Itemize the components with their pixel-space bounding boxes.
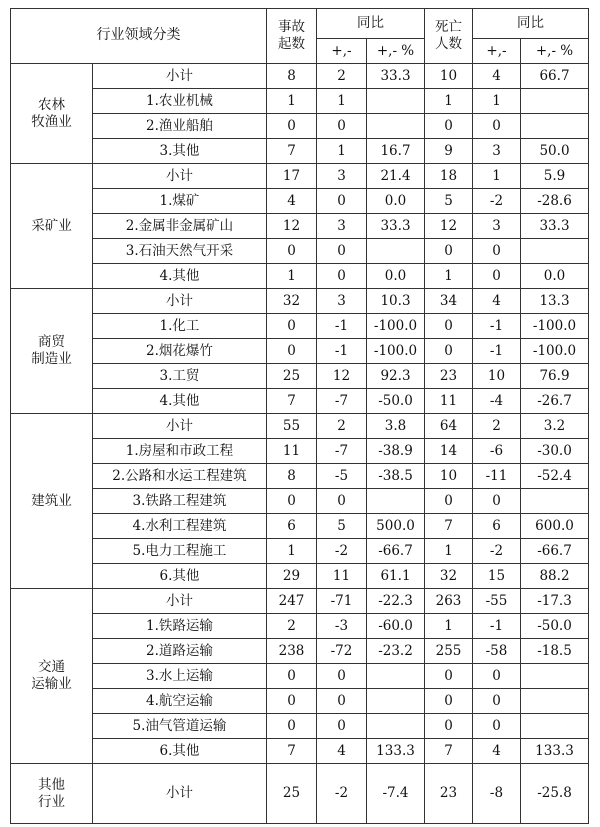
death-delta-cell: -6 (473, 439, 521, 464)
subcategory-label: 2.公路和水运工程建筑 (93, 464, 267, 489)
sector-label (11, 64, 93, 164)
accident-count-cell: 6 (267, 514, 317, 539)
death-count-cell: 1 (425, 539, 473, 564)
accident-delta-cell: 3 (317, 214, 367, 239)
accident-delta-pct-cell (367, 689, 425, 714)
accident-delta-pct-cell: 10.3 (367, 289, 425, 314)
accident-delta-pct-cell (367, 489, 425, 514)
sector-label-line: 商贸 (38, 334, 65, 351)
death-delta-cell: -2 (473, 189, 521, 214)
death-delta-cell: 0 (473, 489, 521, 514)
accident-delta-cell: 12 (317, 364, 367, 389)
accident-count-cell: 238 (267, 639, 317, 664)
death-count-cell: 1 (425, 614, 473, 639)
death-delta-pct-cell: -52.4 (521, 464, 589, 489)
accident-delta-pct-cell: -50.0 (367, 389, 425, 414)
header-accident-count (267, 9, 317, 64)
accident-delta-cell: -72 (317, 639, 367, 664)
accident-count-cell: 1 (267, 539, 317, 564)
table-row (11, 689, 589, 714)
accident-delta-pct-cell: 3.8 (367, 414, 425, 439)
death-delta-cell: -55 (473, 589, 521, 614)
accident-count-cell: 7 (267, 389, 317, 414)
sector-label (11, 589, 93, 764)
death-delta-cell: -1 (473, 339, 521, 364)
accident-delta-cell: -2 (317, 539, 367, 564)
accident-delta-pct-cell: 21.4 (367, 164, 425, 189)
table-row (11, 264, 589, 289)
table-row (11, 239, 589, 264)
table-row (11, 339, 589, 364)
table-row (11, 714, 589, 739)
subcategory-label: 3.工贸 (93, 364, 267, 389)
death-delta-pct-cell: 50.0 (521, 139, 589, 164)
header-accident-count-line2: 起数 (278, 36, 305, 52)
death-delta-pct-cell: -26.7 (521, 389, 589, 414)
table-row (11, 464, 589, 489)
death-delta-cell: 0 (473, 714, 521, 739)
table-row (11, 364, 589, 389)
sector-label-line: 运输业 (31, 676, 72, 692)
accident-delta-pct-cell (367, 114, 425, 139)
death-delta-pct-cell: -66.7 (521, 539, 589, 564)
header-accident-yoy: 同比 (317, 9, 425, 39)
sector-label-line: 交通 (38, 659, 65, 676)
death-count-cell: 7 (425, 739, 473, 764)
death-delta-pct-cell: 600.0 (521, 514, 589, 539)
table-row (11, 564, 589, 589)
accident-count-cell: 8 (267, 464, 317, 489)
accident-count-cell: 247 (267, 589, 317, 614)
death-delta-cell: 6 (473, 514, 521, 539)
death-delta-pct-cell: -100.0 (521, 339, 589, 364)
subtotal-label: 小计 (93, 764, 267, 824)
accident-delta-cell: 0 (317, 264, 367, 289)
death-count-cell: 7 (425, 514, 473, 539)
death-count-cell: 5 (425, 189, 473, 214)
death-delta-cell: -2 (473, 539, 521, 564)
death-delta-cell: 0 (473, 239, 521, 264)
subtotal-row (11, 414, 589, 439)
accident-statistics-table (10, 8, 589, 824)
table-row (11, 439, 589, 464)
accident-delta-pct-cell: 16.7 (367, 139, 425, 164)
accident-delta-pct-cell (367, 239, 425, 264)
accident-count-cell: 0 (267, 314, 317, 339)
death-delta-cell: -8 (473, 764, 521, 824)
accident-delta-cell: 1 (317, 139, 367, 164)
death-count-cell: 0 (425, 489, 473, 514)
death-delta-pct-cell: -50.0 (521, 614, 589, 639)
accident-delta-pct-cell: 33.3 (367, 64, 425, 89)
subtotal-row (11, 164, 589, 189)
subtotal-label: 小计 (93, 589, 267, 614)
subtotal-row (11, 289, 589, 314)
sector-label (11, 289, 93, 414)
subcategory-label: 1.煤矿 (93, 189, 267, 214)
header-death-count-line2: 人数 (435, 36, 462, 52)
accident-delta-pct-cell: -100.0 (367, 314, 425, 339)
table-row (11, 114, 589, 139)
subcategory-label: 3.水上运输 (93, 664, 267, 689)
death-delta-cell: -1 (473, 314, 521, 339)
accident-delta-cell: 3 (317, 289, 367, 314)
accident-delta-cell: -1 (317, 339, 367, 364)
accident-delta-pct-cell: -23.2 (367, 639, 425, 664)
accident-count-cell: 1 (267, 264, 317, 289)
header-row-1 (11, 9, 589, 39)
death-count-cell: 10 (425, 464, 473, 489)
accident-delta-cell: 3 (317, 164, 367, 189)
accident-count-cell: 8 (267, 64, 317, 89)
subcategory-label: 3.其他 (93, 139, 267, 164)
death-count-cell: 255 (425, 639, 473, 664)
death-delta-pct-cell: -17.3 (521, 589, 589, 614)
accident-delta-pct-cell (367, 89, 425, 114)
subtotal-label: 小计 (93, 164, 267, 189)
table-row (11, 314, 589, 339)
accident-count-cell: 0 (267, 489, 317, 514)
accident-delta-pct-cell: -100.0 (367, 339, 425, 364)
death-delta-cell: 4 (473, 289, 521, 314)
accident-delta-pct-cell (367, 664, 425, 689)
header-death-count-line1: 死亡 (435, 19, 462, 36)
table-row (11, 139, 589, 164)
accident-count-cell: 7 (267, 139, 317, 164)
accident-delta-cell: 0 (317, 114, 367, 139)
death-delta-cell: -1 (473, 614, 521, 639)
subcategory-label: 3.铁路工程建筑 (93, 489, 267, 514)
death-delta-cell: -11 (473, 464, 521, 489)
subcategory-label: 2.道路运输 (93, 639, 267, 664)
subtotal-label: 小计 (93, 289, 267, 314)
sector-label-line: 其他 (38, 776, 65, 793)
subtotal-row (11, 64, 589, 89)
sector-label (11, 164, 93, 289)
death-delta-cell: 1 (473, 164, 521, 189)
death-count-cell: 0 (425, 314, 473, 339)
subcategory-label: 2.金属非金属矿山 (93, 214, 267, 239)
table-row (11, 514, 589, 539)
accident-count-cell: 7 (267, 739, 317, 764)
death-count-cell: 34 (425, 289, 473, 314)
accident-delta-pct-cell: 61.1 (367, 564, 425, 589)
death-count-cell: 11 (425, 389, 473, 414)
death-delta-cell: -4 (473, 389, 521, 414)
subcategory-label: 5.油气管道运输 (93, 714, 267, 739)
death-delta-pct-cell: -25.8 (521, 764, 589, 824)
subcategory-label: 1.铁路运输 (93, 614, 267, 639)
accident-delta-cell: -5 (317, 464, 367, 489)
accident-delta-pct-cell: 0.0 (367, 264, 425, 289)
subcategory-label: 4.其他 (93, 389, 267, 414)
subcategory-label: 6.其他 (93, 564, 267, 589)
table-row (11, 389, 589, 414)
accident-delta-cell: 0 (317, 714, 367, 739)
accident-delta-pct-cell: -7.4 (367, 764, 425, 824)
accident-delta-pct-cell: 33.3 (367, 214, 425, 239)
sector-label-line: 行业 (38, 793, 65, 810)
sector-label-line: 牧渔业 (31, 113, 72, 130)
death-count-cell: 12 (425, 214, 473, 239)
death-delta-cell: -58 (473, 639, 521, 664)
accident-delta-pct-cell: -66.7 (367, 539, 425, 564)
accident-count-cell: 25 (267, 764, 317, 824)
death-delta-cell: 0 (473, 689, 521, 714)
death-count-cell: 0 (425, 114, 473, 139)
accident-count-cell: 0 (267, 714, 317, 739)
subcategory-label: 2.烟花爆竹 (93, 339, 267, 364)
header-accident-count-line1: 事故 (278, 19, 305, 36)
table-row (11, 539, 589, 564)
sector-label (11, 764, 93, 824)
death-delta-pct-cell: 133.3 (521, 739, 589, 764)
accident-delta-cell: 1 (317, 89, 367, 114)
subcategory-label: 2.渔业船舶 (93, 114, 267, 139)
death-count-cell: 0 (425, 689, 473, 714)
death-count-cell: 9 (425, 139, 473, 164)
accident-count-cell: 0 (267, 239, 317, 264)
death-count-cell: 10 (425, 64, 473, 89)
death-count-cell: 0 (425, 714, 473, 739)
table-row (11, 664, 589, 689)
death-delta-cell: 1 (473, 89, 521, 114)
subcategory-label: 1.农业机械 (93, 89, 267, 114)
subcategory-label: 4.水利工程建筑 (93, 514, 267, 539)
accident-delta-cell: 0 (317, 689, 367, 714)
sector-label-line: 农林 (38, 96, 65, 113)
sector-label-line: 制造业 (31, 351, 72, 367)
accident-delta-pct-cell: 500.0 (367, 514, 425, 539)
death-delta-pct-cell (521, 714, 589, 739)
header-category: 行业领域分类 (11, 9, 267, 64)
accident-count-cell: 4 (267, 189, 317, 214)
death-delta-pct-cell (521, 89, 589, 114)
subtotal-label: 小计 (93, 414, 267, 439)
table-row (11, 639, 589, 664)
header-death-count (425, 9, 473, 64)
death-count-cell: 263 (425, 589, 473, 614)
death-delta-cell: 0 (473, 264, 521, 289)
death-delta-pct-cell: 5.9 (521, 164, 589, 189)
death-delta-cell: 3 (473, 214, 521, 239)
subcategory-label: 4.航空运输 (93, 689, 267, 714)
header-death-delta-pct: +,- % (521, 39, 589, 64)
death-delta-pct-cell: 76.9 (521, 364, 589, 389)
accident-count-cell: 12 (267, 214, 317, 239)
accident-delta-cell: 0 (317, 189, 367, 214)
accident-delta-cell: 2 (317, 64, 367, 89)
accident-delta-pct-cell: 92.3 (367, 364, 425, 389)
accident-count-cell: 0 (267, 664, 317, 689)
accident-count-cell: 11 (267, 439, 317, 464)
death-delta-pct-cell (521, 489, 589, 514)
death-count-cell: 0 (425, 664, 473, 689)
accident-delta-cell: 5 (317, 514, 367, 539)
death-delta-pct-cell: -18.5 (521, 639, 589, 664)
accident-delta-cell: -2 (317, 764, 367, 824)
table-row (11, 214, 589, 239)
death-delta-cell: 15 (473, 564, 521, 589)
accident-count-cell: 29 (267, 564, 317, 589)
accident-delta-pct-cell (367, 714, 425, 739)
death-delta-cell: 4 (473, 64, 521, 89)
death-delta-pct-cell: 66.7 (521, 64, 589, 89)
accident-delta-cell: 0 (317, 239, 367, 264)
accident-delta-cell: 0 (317, 664, 367, 689)
death-count-cell: 23 (425, 364, 473, 389)
death-count-cell: 32 (425, 564, 473, 589)
table-row (11, 739, 589, 764)
accident-delta-cell: -3 (317, 614, 367, 639)
death-count-cell: 14 (425, 439, 473, 464)
accident-delta-cell: 2 (317, 414, 367, 439)
table-row (11, 189, 589, 214)
table-row (11, 89, 589, 114)
death-delta-pct-cell (521, 239, 589, 264)
subcategory-label: 6.其他 (93, 739, 267, 764)
accident-delta-pct-cell: 133.3 (367, 739, 425, 764)
subcategory-label: 1.房屋和市政工程 (93, 439, 267, 464)
death-count-cell: 23 (425, 764, 473, 824)
accident-count-cell: 32 (267, 289, 317, 314)
death-count-cell: 64 (425, 414, 473, 439)
accident-delta-pct-cell: -38.9 (367, 439, 425, 464)
accident-delta-pct-cell: -60.0 (367, 614, 425, 639)
subcategory-label: 5.电力工程施工 (93, 539, 267, 564)
subcategory-label: 1.化工 (93, 314, 267, 339)
death-delta-pct-cell (521, 689, 589, 714)
sector-label-line: 建筑业 (31, 492, 72, 509)
accident-delta-cell: 11 (317, 564, 367, 589)
death-count-cell: 0 (425, 239, 473, 264)
sector-label-line: 采矿业 (31, 217, 72, 234)
header-accident-delta-pct: +,- % (367, 39, 425, 64)
accident-count-cell: 2 (267, 614, 317, 639)
accident-delta-pct-cell: -38.5 (367, 464, 425, 489)
death-delta-pct-cell: 13.3 (521, 289, 589, 314)
accident-delta-pct-cell: -22.3 (367, 589, 425, 614)
death-delta-cell: 4 (473, 739, 521, 764)
death-delta-cell: 3 (473, 139, 521, 164)
header-death-delta: +,- (473, 39, 521, 64)
death-count-cell: 1 (425, 89, 473, 114)
accident-delta-cell: 4 (317, 739, 367, 764)
table-row (11, 489, 589, 514)
accident-count-cell: 0 (267, 339, 317, 364)
death-delta-cell: 0 (473, 664, 521, 689)
sector-label (11, 414, 93, 589)
death-delta-pct-cell: 0.0 (521, 264, 589, 289)
death-delta-cell: 0 (473, 114, 521, 139)
accident-count-cell: 1 (267, 89, 317, 114)
death-delta-cell: 2 (473, 414, 521, 439)
accident-delta-cell: 0 (317, 489, 367, 514)
subtotal-label: 小计 (93, 64, 267, 89)
death-count-cell: 0 (425, 339, 473, 364)
subtotal-row (11, 764, 589, 824)
accident-count-cell: 55 (267, 414, 317, 439)
header-death-yoy: 同比 (473, 9, 589, 39)
header-accident-delta: +,- (317, 39, 367, 64)
death-delta-pct-cell: -30.0 (521, 439, 589, 464)
death-delta-pct-cell: 3.2 (521, 414, 589, 439)
death-count-cell: 1 (425, 264, 473, 289)
accident-delta-cell: -7 (317, 389, 367, 414)
accident-delta-pct-cell: 0.0 (367, 189, 425, 214)
death-delta-cell: 10 (473, 364, 521, 389)
accident-delta-cell: -7 (317, 439, 367, 464)
death-delta-pct-cell: 88.2 (521, 564, 589, 589)
subcategory-label: 4.其他 (93, 264, 267, 289)
accident-delta-cell: -71 (317, 589, 367, 614)
accident-count-cell: 25 (267, 364, 317, 389)
accident-delta-cell: -1 (317, 314, 367, 339)
death-delta-pct-cell: -100.0 (521, 314, 589, 339)
subcategory-label: 3.石油天然气开采 (93, 239, 267, 264)
accident-count-cell: 0 (267, 114, 317, 139)
subtotal-row (11, 589, 589, 614)
death-delta-pct-cell (521, 664, 589, 689)
death-delta-pct-cell: 33.3 (521, 214, 589, 239)
death-delta-pct-cell (521, 114, 589, 139)
death-delta-pct-cell: -28.6 (521, 189, 589, 214)
accident-count-cell: 0 (267, 689, 317, 714)
table-row (11, 614, 589, 639)
death-count-cell: 18 (425, 164, 473, 189)
accident-count-cell: 17 (267, 164, 317, 189)
